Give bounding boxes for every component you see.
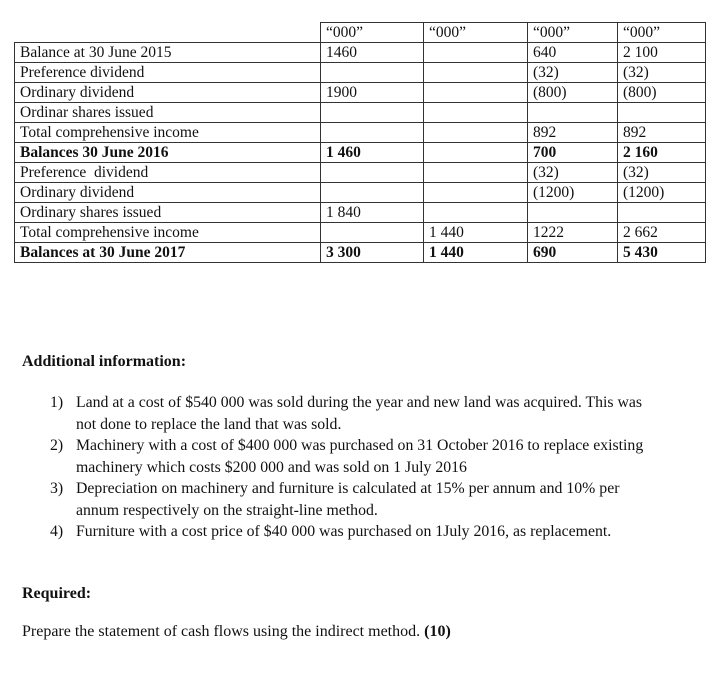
table-cell	[424, 183, 528, 203]
table-row	[15, 163, 706, 183]
table-row	[15, 103, 706, 123]
table-cell	[424, 63, 528, 83]
table-cell: (32)	[618, 63, 706, 83]
row-label: Ordinar shares issued	[15, 103, 321, 123]
required-marks: (10)	[424, 623, 451, 640]
table-cell: 5 430	[618, 243, 706, 263]
table-cell: 3 300	[321, 243, 424, 263]
required-text	[22, 623, 451, 641]
table-cell: 700	[528, 143, 618, 163]
required-instruction: Prepare the statement of cash flows using the indirect method.	[22, 623, 425, 640]
list-line: Furniture with a cost price of $40 000 was purchased on 1July 2016, as replacement.	[76, 523, 612, 540]
table-cell: (32)	[618, 163, 706, 183]
table-row	[15, 123, 706, 143]
column-header: “000”	[424, 23, 528, 43]
row-label: Balance at 30 June 2015	[15, 43, 321, 63]
table-cell	[528, 203, 618, 223]
table-cell: 1 440	[424, 223, 528, 243]
additional-info-heading: Additional information:	[22, 353, 187, 370]
list-item	[22, 392, 720, 435]
column-header: “000”	[618, 23, 706, 43]
list-line: not done to replace the land that was sold.	[76, 415, 342, 433]
row-label: Ordinary shares issued	[15, 203, 321, 223]
table-cell	[321, 223, 424, 243]
table-row	[15, 63, 706, 83]
table-row-total	[15, 143, 706, 163]
table-cell	[321, 123, 424, 143]
table-header-row	[15, 23, 706, 43]
list-line: machinery which costs $200 000 and was sold on 1 July 2016	[76, 458, 467, 476]
table-cell: 1900	[321, 83, 424, 103]
list-number: 3)	[50, 480, 64, 497]
table-cell: 1 840	[321, 203, 424, 223]
row-label: Total comprehensive income	[15, 123, 321, 143]
table-cell: 1222	[528, 223, 618, 243]
additional-info-list	[22, 392, 720, 543]
header-blank-cell	[15, 23, 321, 43]
table-cell	[618, 203, 706, 223]
row-label: Ordinary dividend	[15, 83, 321, 103]
table-cell	[424, 103, 528, 123]
table-cell	[321, 183, 424, 203]
table-cell	[424, 203, 528, 223]
table-cell: 2 100	[618, 43, 706, 63]
table-cell	[321, 63, 424, 83]
list-item	[22, 478, 720, 521]
table-cell: (32)	[528, 63, 618, 83]
table-row	[15, 83, 706, 103]
table-row-total	[15, 243, 706, 263]
table-row	[15, 223, 706, 243]
table-cell: 1 440	[424, 243, 528, 263]
row-label: Total comprehensive income	[15, 223, 321, 243]
table-cell: (800)	[618, 83, 706, 103]
table-cell: 2 662	[618, 223, 706, 243]
table-cell: (1200)	[528, 183, 618, 203]
table-cell	[321, 163, 424, 183]
list-line: annum respectively on the straight-line method.	[76, 501, 378, 519]
list-line: Depreciation on machinery and furniture is calculated at 15% per annum and 10% per	[76, 480, 620, 497]
table-cell: 2 160	[618, 143, 706, 163]
table-row	[15, 183, 706, 203]
required-heading: Required:	[22, 585, 92, 602]
row-label: Preference dividend	[15, 163, 321, 183]
list-number: 4)	[50, 523, 64, 540]
row-label: Ordinary dividend	[15, 183, 321, 203]
table-cell	[618, 103, 706, 123]
table-cell: (1200)	[618, 183, 706, 203]
list-line: Machinery with a cost of $400 000 was purchased on 31 October 2016 to replace existing	[76, 437, 644, 454]
table-cell: 892	[618, 123, 706, 143]
column-header: “000”	[321, 23, 424, 43]
table-cell	[424, 123, 528, 143]
column-header: “000”	[528, 23, 618, 43]
table-cell	[424, 83, 528, 103]
table-cell	[321, 103, 424, 123]
table-cell: 640	[528, 43, 618, 63]
row-label: Preference dividend	[15, 63, 321, 83]
list-line: Land at a cost of $540 000 was sold during the year and new land was acquired. This was	[76, 394, 643, 411]
table-cell	[424, 143, 528, 163]
list-item	[22, 435, 720, 478]
table-cell: (800)	[528, 83, 618, 103]
table-row	[15, 203, 706, 223]
table-cell: 1 460	[321, 143, 424, 163]
row-label: Balances at 30 June 2017	[15, 243, 321, 263]
equity-table	[14, 22, 706, 263]
table-cell: 690	[528, 243, 618, 263]
table-cell	[424, 43, 528, 63]
list-number: 2)	[50, 437, 64, 454]
table-row	[15, 43, 706, 63]
list-number: 1)	[50, 394, 64, 411]
table-cell: (32)	[528, 163, 618, 183]
table-cell	[528, 103, 618, 123]
list-item	[22, 521, 720, 543]
table-cell: 892	[528, 123, 618, 143]
row-label: Balances 30 June 2016	[15, 143, 321, 163]
table-cell	[424, 163, 528, 183]
table-cell: 1460	[321, 43, 424, 63]
